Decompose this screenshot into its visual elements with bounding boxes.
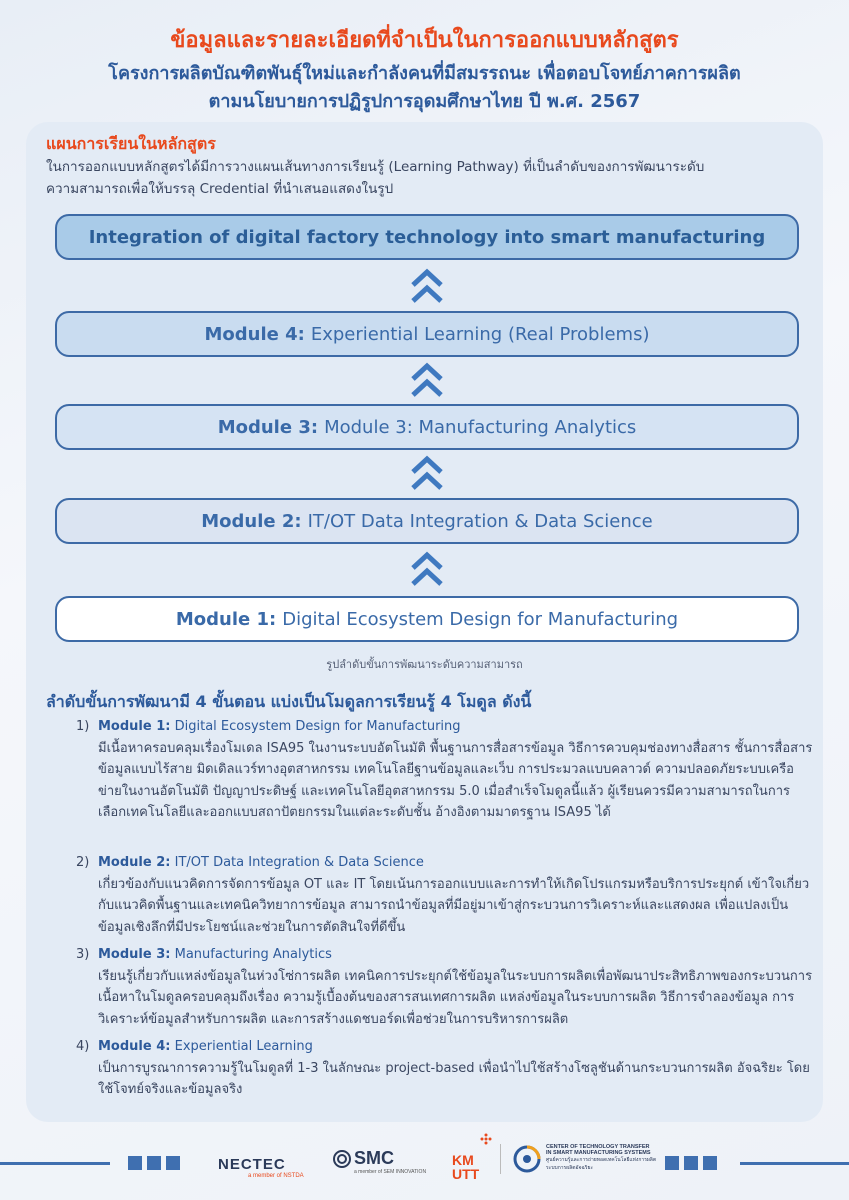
step-item: [76, 1036, 816, 1101]
footer-bars-left: [128, 1156, 185, 1170]
plan-intro-line-2: ความสามารถเพื่อให้บรรลุ Credential ที่นำเสนอแสดงในรูป: [46, 181, 394, 197]
module-1-name: Digital Ecosystem Design for Manufacturing: [282, 608, 679, 630]
center-logo-thai-2: ระบบการผลิตอัจฉริยะ: [546, 1165, 594, 1171]
step-label: Module 1:: [98, 719, 171, 734]
chevron-up-icon: [410, 268, 444, 306]
step-number: 4): [76, 1039, 90, 1054]
page-subtitle-1: โครงการผลิตบัณฑิตพันธุ์ใหม่และกำลังคนที่มีสมรรถนะ เพื่อตอบโจทย์ภาคการผลิต: [108, 63, 741, 84]
center-logo: [512, 1144, 656, 1174]
module-1-prefix: Module 1:: [175, 608, 277, 630]
step-name: Experiential Learning: [174, 1039, 313, 1054]
footer-separator: [500, 1144, 501, 1174]
module-2-name: IT/OT Data Integration & Data Science: [307, 510, 653, 532]
module-2-prefix: Module 2:: [201, 510, 302, 532]
step-description: เป็นการบูรณาการความรู้ในโมดูลที่ 1-3 ในลักษณะ project-based เพื่อนำไปใช้สร้างโซลูชันด้านกระบวนการผลิต อัจฉริยะ โดยใช้โจทย์จริงและข้อมูลจริง: [98, 1060, 810, 1097]
kmutt-dots-icon: [452, 1132, 492, 1148]
center-logo-line-1: CENTER OF TECHNOLOGY TRANSFER: [546, 1144, 650, 1150]
chevron-up-icon: [410, 455, 444, 493]
step-label: Module 4:: [98, 1039, 171, 1054]
footer-divider: [740, 1162, 849, 1165]
module-3-name: Module 3: Manufacturing Analytics: [324, 416, 637, 438]
center-emblem-icon: [512, 1144, 542, 1174]
module-4-prefix: Module 4:: [204, 323, 305, 345]
pathway-module-1: [55, 596, 799, 642]
nectec-logo-text: NECTEC: [218, 1156, 286, 1173]
module-3-prefix: Module 3:: [217, 416, 319, 438]
step-heading: [98, 1036, 816, 1058]
pathway-module-4: [55, 311, 799, 357]
step-heading: [98, 852, 816, 874]
chevron-up-icon: [410, 362, 444, 400]
step-name: Digital Ecosystem Design for Manufacturing: [174, 719, 461, 734]
chevron-up-icon: [410, 551, 444, 589]
step-number: 2): [76, 855, 90, 870]
step-heading: [98, 944, 816, 966]
nectec-logo: [218, 1148, 304, 1179]
step-label: Module 2:: [98, 855, 171, 870]
step-number: 1): [76, 719, 90, 734]
step-item: [76, 944, 816, 1030]
module-4-name: Experiential Learning (Real Problems): [310, 323, 650, 345]
pathway-goal-label: Integration of digital factory technology into smart manufacturing: [88, 226, 766, 248]
kmutt-logo: [452, 1132, 492, 1181]
step-description: เรียนรู้เกี่ยวกับแหล่งข้อมูลในห่วงโซ่การผลิต เทคนิคการประยุกต์ใช้ข้อมูลในระบบการผลิตเพื่อพัฒนาประสิทธิภาพของกระบวนการ เนื้อหาในโมดูลครอบคลุมถึงเรื่อง ความรู้เบื้องต้นของสารสนเทศการผลิต แหล่งข้อมูลในระบบการผลิต วิธีการจำลองข้อมูล การวิเคราะห์ข้อมูลสำหรับการผลิต และการสร้างแดชบอร์ดเพื่อช่วยในการบริหารการผลิต: [98, 968, 813, 1027]
footer-divider: [0, 1162, 110, 1165]
nectec-logo-sub: a member of NSTDA: [248, 1173, 304, 1179]
step-item: [76, 852, 816, 938]
page-title: ข้อมูลและรายละเอียดที่จำเป็นในการออกแบบหลักสูตร: [170, 28, 679, 53]
step-label: Module 3:: [98, 947, 171, 962]
pathway-module-2: [55, 498, 799, 544]
pathway-goal: [55, 214, 799, 260]
step-name: Manufacturing Analytics: [174, 947, 332, 962]
smc-logo-text: SMC: [354, 1148, 394, 1168]
kmutt-logo-top: KM: [452, 1152, 474, 1168]
step-description: เกี่ยวข้องกับแนวคิดการจัดการข้อมูล OT และ IT โดยเน้นการออกแบบและการทำให้เกิดโปรแกรมหรือบริการประยุกต์ เข้าใจเกี่ยวกับแนวคิดพื้นฐานและเทคนิควิทยาการข้อมูล สามารถนำข้อมูลที่มีอยู่มาเข้าสู่กระบวนการวิเคราะห์และแสดงผล เพื่อแปลงเป็นข้อมูลเชิงลึกที่มีประโยชน์และช่วยในการตัดสินใจที่ดีขึ้น: [98, 876, 810, 935]
smc-logo-sub: a member of SEM INNOVATION: [354, 1169, 427, 1175]
steps-title: ลำดับขั้นการพัฒนามี 4 ขั้นตอน แบ่งเป็นโมดูลการเรียนรู้ 4 โมดูล ดังนี้: [46, 692, 532, 711]
plan-intro-line-1: ในการออกแบบหลักสูตรได้มีการวางแผนเส้นทางการเรียนรู้ (Learning Pathway) ที่เป็นลำดับของการพัฒนาระดับ: [46, 159, 705, 175]
center-logo-line-2: IN SMART MANUFACTURING SYSTEMS: [546, 1150, 651, 1156]
plan-section-title: แผนการเรียนในหลักสูตร: [46, 134, 216, 153]
pathway-module-3: [55, 404, 799, 450]
smc-logo: [332, 1148, 426, 1175]
step-number: 3): [76, 947, 90, 962]
page-subtitle-2: ตามนโยบายการปฏิรูปการอุดมศึกษาไทย ปี พ.ศ. 2567: [208, 91, 641, 112]
step-name: IT/OT Data Integration & Data Science: [174, 855, 424, 870]
step-description: มีเนื้อหาครอบคลุมเรื่องโมเดล ISA95 ในงานระบบอัตโนมัติ พื้นฐานการสื่อสารข้อมูล วิธีการควบคุมช่องทางสื่อสาร ชั้นการสื่อสารข้อมูลแบบไร้สาย มิดเดิลแวร์ทางอุตสาหกรรม เทคโนโลยีฐานข้อมูลและเว็บ การประมวลแบบคลาวด์ ความปลอดภัยระบบเครือข่ายในงานอัตโนมัติ ปัญญาประดิษฐ์ และเทคโนโลยีอุตสาหกรรม 5.0 เมื่อสำเร็จโมดูลนี้แล้ว ผู้เรียนควรมีความสามารถในการเลือกเทคโนโลยีและออกแบบสถาปัตยกรรมในแต่ละระดับชั้น อ้างอิงตามมาตรฐาน ISA95 ได้: [98, 740, 813, 820]
smc-emblem-icon: [332, 1149, 352, 1169]
step-heading: [98, 716, 816, 738]
center-logo-thai-1: ศูนย์ความรู้และการถ่ายทอดเทคโนโลยีแห่งการผลิต: [546, 1157, 657, 1163]
kmutt-logo-bottom: UTT: [452, 1166, 480, 1182]
pathway-caption: รูปลำดับขั้นการพัฒนาระดับความสามารถ: [326, 658, 523, 671]
step-item: [76, 716, 816, 824]
plan-intro: [46, 156, 806, 200]
footer-bars-right: [665, 1156, 722, 1170]
